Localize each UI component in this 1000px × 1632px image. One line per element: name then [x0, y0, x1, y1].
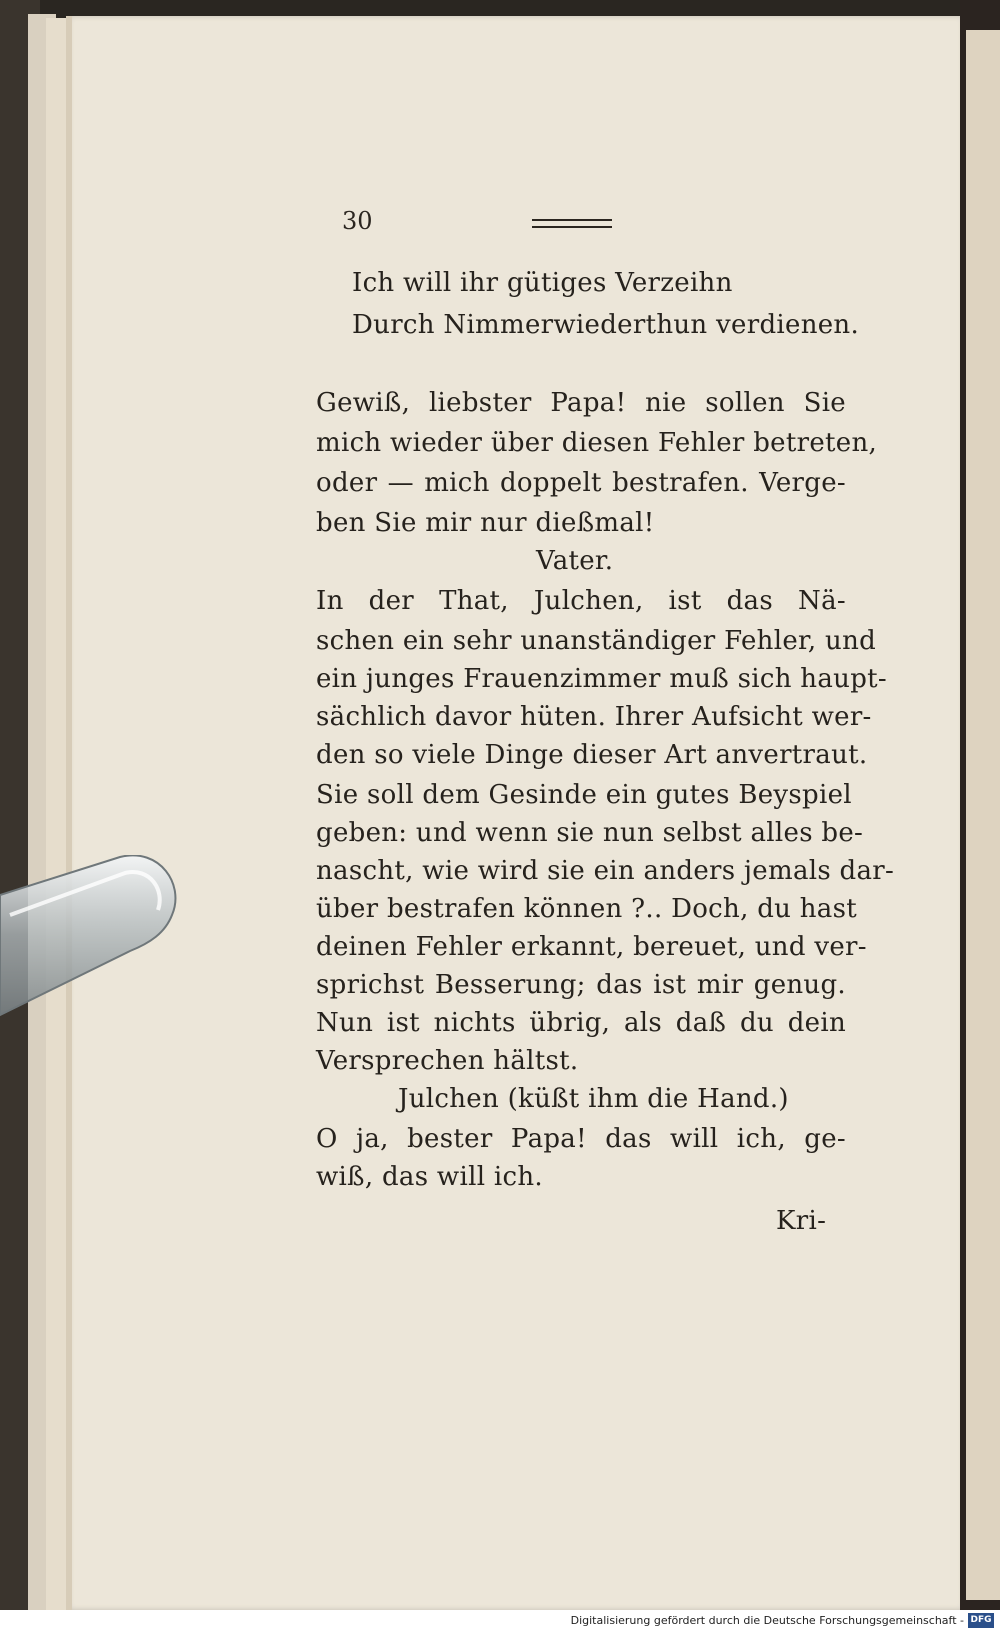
page-number: 30: [342, 207, 373, 235]
text-line: Durch Nimmerwiederthun verdienen.: [352, 310, 860, 340]
text-line: nascht, wie wird sie ein anders jemals dar-: [316, 856, 895, 886]
speaker-name: Julchen (küßt ihm die Hand.): [398, 1084, 789, 1114]
page-header: [342, 207, 642, 237]
speaker-name: Vater.: [536, 546, 614, 576]
text-line: O ja, bester Papa! das will ich, ge-: [316, 1124, 846, 1154]
footer-bar: [0, 1610, 1000, 1632]
text-line: deinen Fehler erkannt, bereuet, und ver-: [316, 932, 867, 962]
text-line: Nun ist nichts übrig, als daß du dein: [316, 1008, 846, 1038]
text-line: über bestrafen können ?.. Doch, du hast: [316, 894, 857, 924]
text-line: sächlich davor hüten. Ihrer Aufsicht wer-: [316, 702, 872, 732]
dfg-logo: DFG: [968, 1613, 994, 1628]
facing-page-edge: [966, 30, 1000, 1600]
glass-page-holder: [0, 855, 180, 1025]
text-line: wiß, das will ich.: [316, 1162, 543, 1192]
text-line: Gewiß, liebster Papa! nie sollen Sie: [316, 388, 846, 418]
text-line: Ich will ihr gütiges Verzeihn: [352, 268, 733, 298]
text-line: den so viele Dinge dieser Art anvertraut.: [316, 740, 868, 770]
text-line: geben: und wenn sie nun selbst alles be-: [316, 818, 864, 848]
text-line: schen ein sehr unanständiger Fehler, und: [316, 626, 877, 656]
text-line: oder — mich doppelt bestrafen. Verge-: [316, 468, 846, 498]
book-page: [66, 16, 960, 1610]
text-line: ben Sie mir nur dießmal!: [316, 508, 655, 538]
text-line: Sie soll dem Gesinde ein gutes Beyspiel: [316, 780, 852, 810]
text-line: mich wieder über diesen Fehler betreten,: [316, 428, 878, 458]
text-line: In der That, Julchen, ist das Nä-: [316, 586, 846, 616]
text-line: sprichst Besserung; das ist mir genug.: [316, 970, 846, 1000]
funding-credit: Digitalisierung gefördert durch die Deutsche Forschungsgemeinschaft -: [570, 1614, 964, 1627]
page-gutter-shadow: [66, 16, 72, 1610]
header-ornament-rule: [532, 219, 612, 228]
text-line: Versprechen hältst.: [316, 1046, 579, 1076]
catchword: Kri-: [776, 1206, 827, 1236]
text-line: ein junges Frauenzimmer muß sich haupt-: [316, 664, 887, 694]
